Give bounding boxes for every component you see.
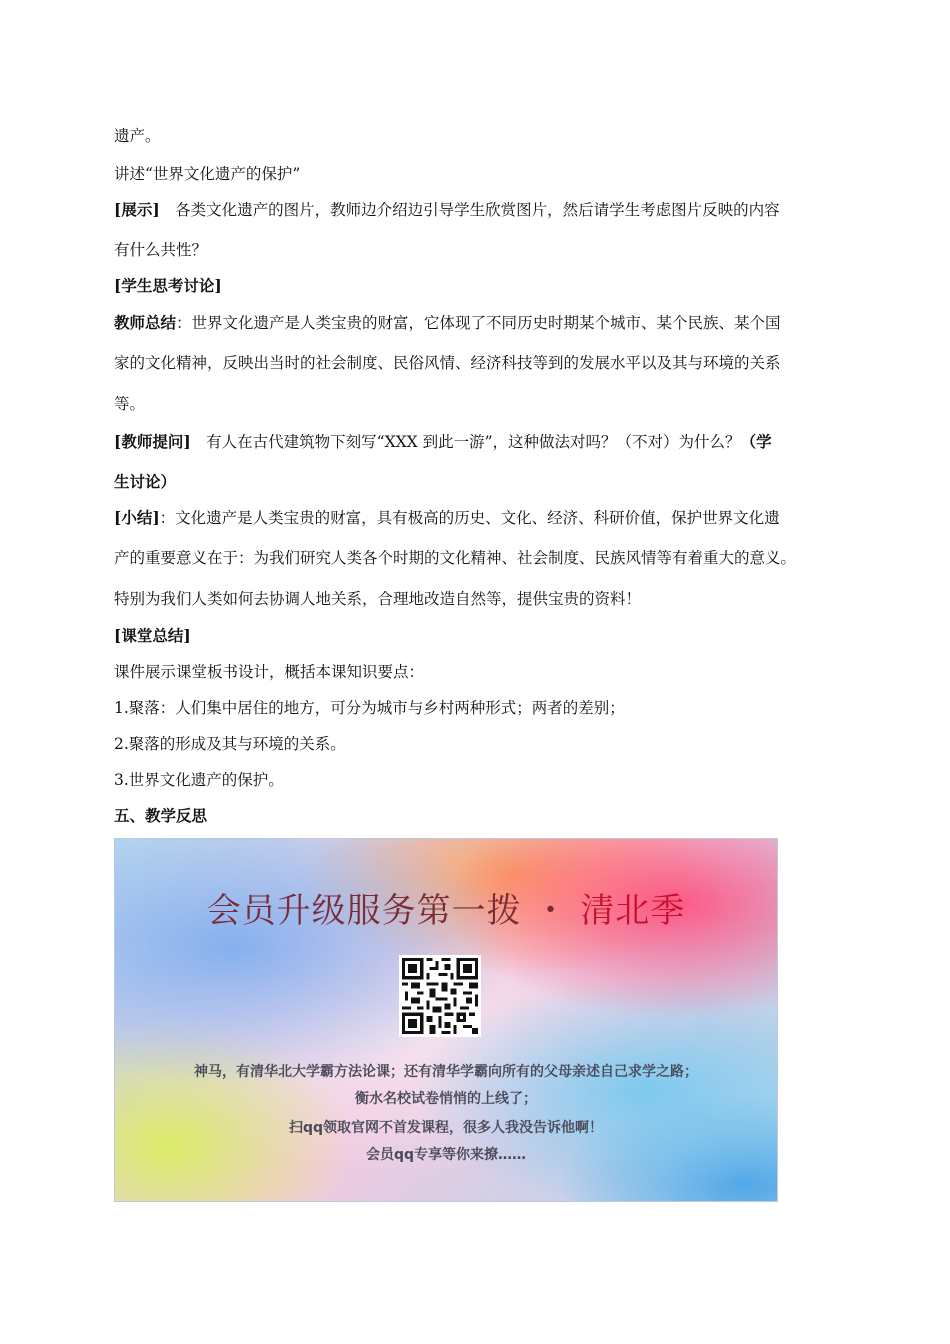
- promo-banner[interactable]: [114, 838, 778, 1202]
- list-item: 1.聚落：人们集中居住的地方，可分为城市与乡村两种形式；两者的差别；: [114, 699, 625, 717]
- banner-line: 会员qq专享等你来撩……: [365, 1147, 527, 1163]
- text-line: [教师提问] 有人在古代建筑物下刻写“XXX 到此一游”，这种做法对吗？（不对）为什么？（学: [114, 432, 772, 451]
- section-heading: [课堂总结]: [114, 626, 191, 645]
- text-line: 特别为我们人类如何去协调人地关系，合理地改造自然等，提供宝贵的资料！: [114, 590, 642, 608]
- qr-code-icon[interactable]: [399, 955, 481, 1037]
- banner-line: 扫qq领取官网不首发课程，很多人我没告诉他啊！: [288, 1120, 604, 1136]
- banner-title: 会员升级服务第一拨 ・ 清北季: [206, 891, 686, 931]
- text-line: [小结]：文化遗产是人类宝贵的财富，具有极高的历史、文化、经济、科研价值，保护世界文化遗: [114, 508, 780, 527]
- text-line: 教师总结：世界文化遗产是人类宝贵的财富，它体现了不同历史时期某个城市、某个民族、某个国: [114, 313, 781, 332]
- text-line: 等。: [114, 395, 146, 413]
- banner-line: 衡水名校试卷悄悄的上线了；: [355, 1091, 537, 1107]
- section-heading: [学生思考讨论]: [114, 276, 222, 295]
- section-heading: 五、教学反思: [114, 806, 208, 825]
- text-line: [展示] 各类文化遗产的图片，教师边介绍边引导学生欣赏图片，然后请学生考虑图片反映的内容: [114, 200, 780, 219]
- text-line: 讲述“世界文化遗产的保护”: [114, 165, 301, 183]
- text-line: 课件展示课堂板书设计，概括本课知识要点：: [114, 663, 425, 681]
- text-line: 生讨论）: [114, 472, 177, 491]
- text-line: 遗产。: [114, 127, 161, 145]
- banner-line: 神马，有清华北大学霸方法论课；还有清华学霸向所有的父母亲述自己求学之路；: [194, 1064, 698, 1080]
- text-line: 产的重要意义在于：为我们研究人类各个时期的文化精神、社会制度、民族风情等有着重大的意义。: [114, 549, 797, 567]
- text-line: 有什么共性？: [114, 241, 208, 259]
- list-item: 3.世界文化遗产的保护。: [114, 771, 284, 789]
- text-line: 家的文化精神，反映出当时的社会制度、民俗风情、经济科技等到的发展水平以及其与环境的关系: [114, 354, 781, 372]
- list-item: 2.聚落的形成及其与环境的关系。: [114, 735, 346, 753]
